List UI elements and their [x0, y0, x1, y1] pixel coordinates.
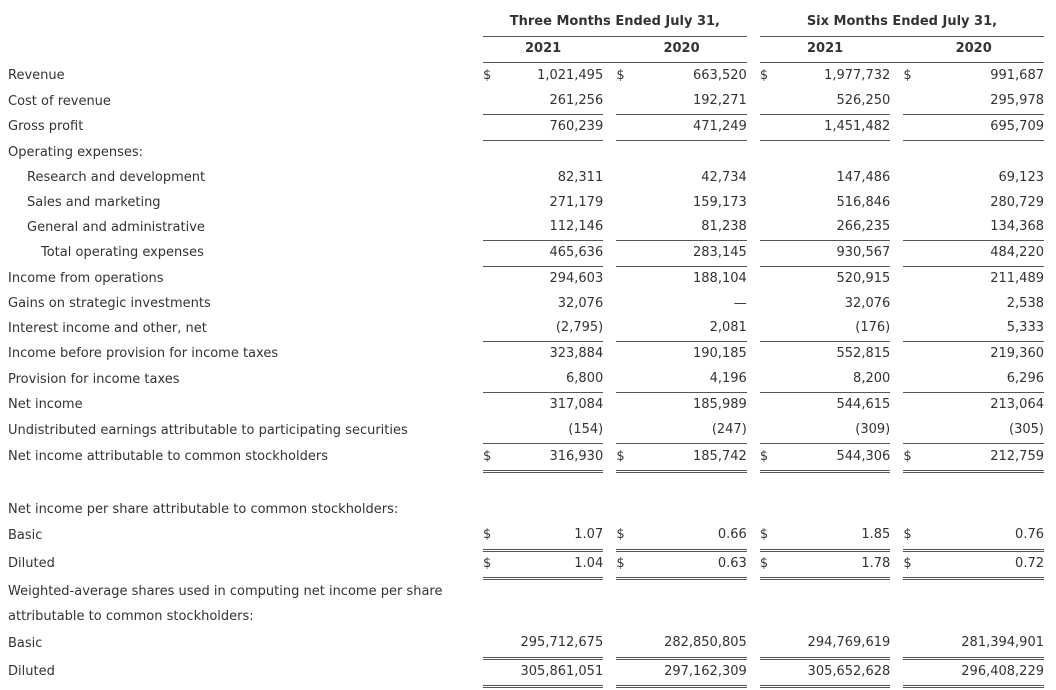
dollar-sign: $ [483, 550, 500, 578]
cell-value: (309) [777, 418, 890, 443]
cell-value: 760,239 [500, 114, 603, 140]
cell-value: 295,978 [921, 89, 1044, 114]
cell-value: 81,238 [634, 215, 747, 240]
cell-value: — [733, 295, 747, 311]
year-header: 2020 [903, 36, 1044, 62]
dollar-sign: $ [483, 443, 500, 471]
dollar-sign: $ [903, 550, 920, 578]
cell-value: 190,185 [693, 346, 747, 362]
dollar-sign: $ [616, 550, 633, 578]
cell-value: 317,084 [549, 397, 604, 413]
table-row [8, 418, 1044, 443]
row-label: Interest income and other, net [8, 320, 207, 336]
cell-value: 294,769,619 [777, 630, 890, 658]
cell-value: (247) [634, 418, 747, 443]
cell-value: 1,451,482 [777, 114, 890, 140]
cell-value: 192,271 [634, 89, 747, 114]
table-row [8, 165, 1044, 190]
row-label: Revenue [8, 67, 65, 83]
spacer-row [8, 471, 1044, 497]
cell-value: 471,249 [634, 114, 747, 140]
row-label: Net income per share attributable to common stockholders: [8, 501, 399, 517]
cell-value: 266,235 [777, 215, 890, 240]
three-months-header: Three Months Ended July 31, [483, 8, 747, 36]
cell-value: 1,021,495 [537, 67, 604, 83]
cell-value: 552,815 [836, 346, 891, 362]
cell-value: 281,394,901 [921, 630, 1044, 658]
cell-value: 5,333 [921, 316, 1044, 341]
cell-value: (305) [921, 418, 1044, 443]
row-label: Total operating expenses [41, 245, 204, 260]
row-label: Basic [8, 528, 43, 543]
cell-value: 295,712,675 [500, 630, 603, 658]
cell-value: 6,296 [921, 367, 1044, 392]
year-header: 2021 [760, 36, 890, 62]
table-row [8, 316, 1044, 341]
table-row [8, 266, 1044, 291]
dollar-sign: $ [760, 522, 777, 550]
dollar-sign: $ [616, 443, 633, 471]
table-row [8, 630, 1044, 658]
dollar-sign: $ [482, 67, 492, 83]
cell-value: 297,162,309 [634, 658, 747, 686]
cell-value: 305,861,051 [500, 658, 603, 686]
table-row [8, 367, 1044, 392]
table-row [8, 443, 1044, 471]
cell-value: 159,173 [693, 194, 747, 210]
cell-value: 32,076 [557, 295, 604, 311]
cell-value: 185,742 [634, 443, 747, 471]
cell-value: 695,709 [921, 114, 1044, 140]
cell-value: 1.04 [500, 550, 603, 578]
cell-value: 305,652,628 [777, 658, 890, 686]
cell-value: 294,603 [549, 270, 604, 286]
cell-value: 0.76 [921, 522, 1044, 550]
cell-value: 2,538 [1006, 295, 1044, 311]
year-header-row [8, 36, 1044, 62]
cell-value: 185,989 [693, 397, 747, 413]
year-header: 2021 [483, 36, 603, 62]
cell-value: 271,179 [549, 194, 604, 210]
cell-value: 282,850,805 [634, 630, 747, 658]
dollar-sign: $ [483, 522, 500, 550]
cell-value: 1.78 [777, 550, 890, 578]
table-row [8, 190, 1044, 215]
dollar-sign: $ [903, 522, 920, 550]
row-label: Income from operations [8, 270, 164, 286]
cell-value: 0.72 [921, 550, 1044, 578]
cell-value: 213,064 [990, 397, 1044, 413]
cell-value: 8,200 [777, 367, 890, 392]
cell-value: 484,220 [921, 240, 1044, 266]
dollar-sign: $ [760, 550, 777, 578]
row-label: Undistributed earnings attributable to participating securities [8, 422, 408, 438]
dollar-sign: $ [903, 443, 920, 471]
cell-value: 516,846 [836, 194, 891, 210]
row-label: Sales and marketing [27, 194, 161, 210]
row-label: Gains on strategic investments [8, 295, 211, 311]
cell-value: 219,360 [990, 346, 1044, 362]
cell-value: 663,520 [693, 67, 747, 83]
row-label: Diluted [8, 664, 55, 679]
cell-value: 296,408,229 [921, 658, 1044, 686]
cell-value: 261,256 [500, 89, 603, 114]
table-row [8, 291, 1044, 316]
cell-value: 991,687 [990, 67, 1044, 83]
cell-value: (2,795) [500, 316, 603, 341]
cell-value: (154) [500, 418, 603, 443]
table-row [8, 550, 1044, 578]
cell-value: 211,489 [990, 270, 1044, 286]
table-row [8, 114, 1044, 140]
row-label: Operating expenses: [8, 144, 144, 160]
cell-value: 4,196 [634, 367, 747, 392]
cell-value: 1,977,732 [824, 67, 891, 83]
cell-value: 112,146 [500, 215, 603, 240]
dollar-sign: $ [759, 67, 769, 83]
section-heading-row [8, 578, 1044, 630]
dollar-sign: $ [760, 443, 777, 471]
cell-value: 0.63 [634, 550, 747, 578]
cell-value: 930,567 [777, 240, 890, 266]
dollar-sign: $ [903, 67, 912, 83]
cell-value: 465,636 [500, 240, 603, 266]
cell-value: 544,306 [777, 443, 890, 471]
cell-value: 134,368 [921, 215, 1044, 240]
cell-value: 316,930 [500, 443, 603, 471]
cell-value: 82,311 [557, 169, 604, 185]
cell-value: 323,884 [549, 346, 604, 362]
cell-value: 1.85 [777, 522, 890, 550]
cell-value: 280,729 [990, 194, 1044, 210]
row-label: Diluted [8, 556, 55, 571]
cell-value: 69,123 [998, 169, 1044, 185]
row-label: Cost of revenue [8, 93, 111, 109]
row-label: Net income [8, 397, 83, 412]
table-row [8, 392, 1044, 418]
section-heading-row [8, 497, 1044, 522]
six-months-header: Six Months Ended July 31, [760, 8, 1044, 36]
cell-value: 0.66 [634, 522, 747, 550]
row-label: Gross profit [8, 119, 84, 134]
table-row [8, 522, 1044, 550]
cell-value: 6,800 [500, 367, 603, 392]
row-label: Provision for income taxes [8, 371, 180, 387]
period-header-row [8, 8, 1044, 36]
cell-value: 32,076 [844, 295, 891, 311]
cell-value: 2,081 [634, 316, 747, 341]
dollar-sign: $ [616, 522, 633, 550]
cell-value: (176) [777, 316, 890, 341]
cell-value: 520,915 [836, 270, 891, 286]
table-row [8, 240, 1044, 266]
cell-value: 188,104 [693, 270, 747, 286]
row-label: General and administrative [27, 219, 205, 235]
income-statement-table [8, 8, 1044, 688]
cell-value: 544,615 [836, 397, 891, 413]
cell-value: 42,734 [701, 169, 747, 185]
cell-value: 526,250 [777, 89, 890, 114]
section-heading-row [8, 140, 1044, 165]
cell-value: 212,759 [921, 443, 1044, 471]
dollar-sign: $ [616, 67, 625, 83]
year-header: 2020 [616, 36, 746, 62]
cell-value: 1.07 [500, 522, 603, 550]
row-label: Net income attributable to common stockholders [8, 449, 328, 464]
row-label: Income before provision for income taxes [8, 346, 279, 361]
row-label: Research and development [27, 169, 206, 185]
cell-value: 147,486 [836, 169, 891, 185]
row-label: Basic [8, 636, 43, 651]
table-row [8, 89, 1044, 114]
table-row [8, 215, 1044, 240]
table-row [8, 658, 1044, 686]
row-label: Weighted-average shares used in computing net income per share attributable to common stockholders: [8, 584, 443, 624]
table-row [8, 341, 1044, 367]
cell-value: 283,145 [634, 240, 747, 266]
table-row [8, 62, 1044, 89]
